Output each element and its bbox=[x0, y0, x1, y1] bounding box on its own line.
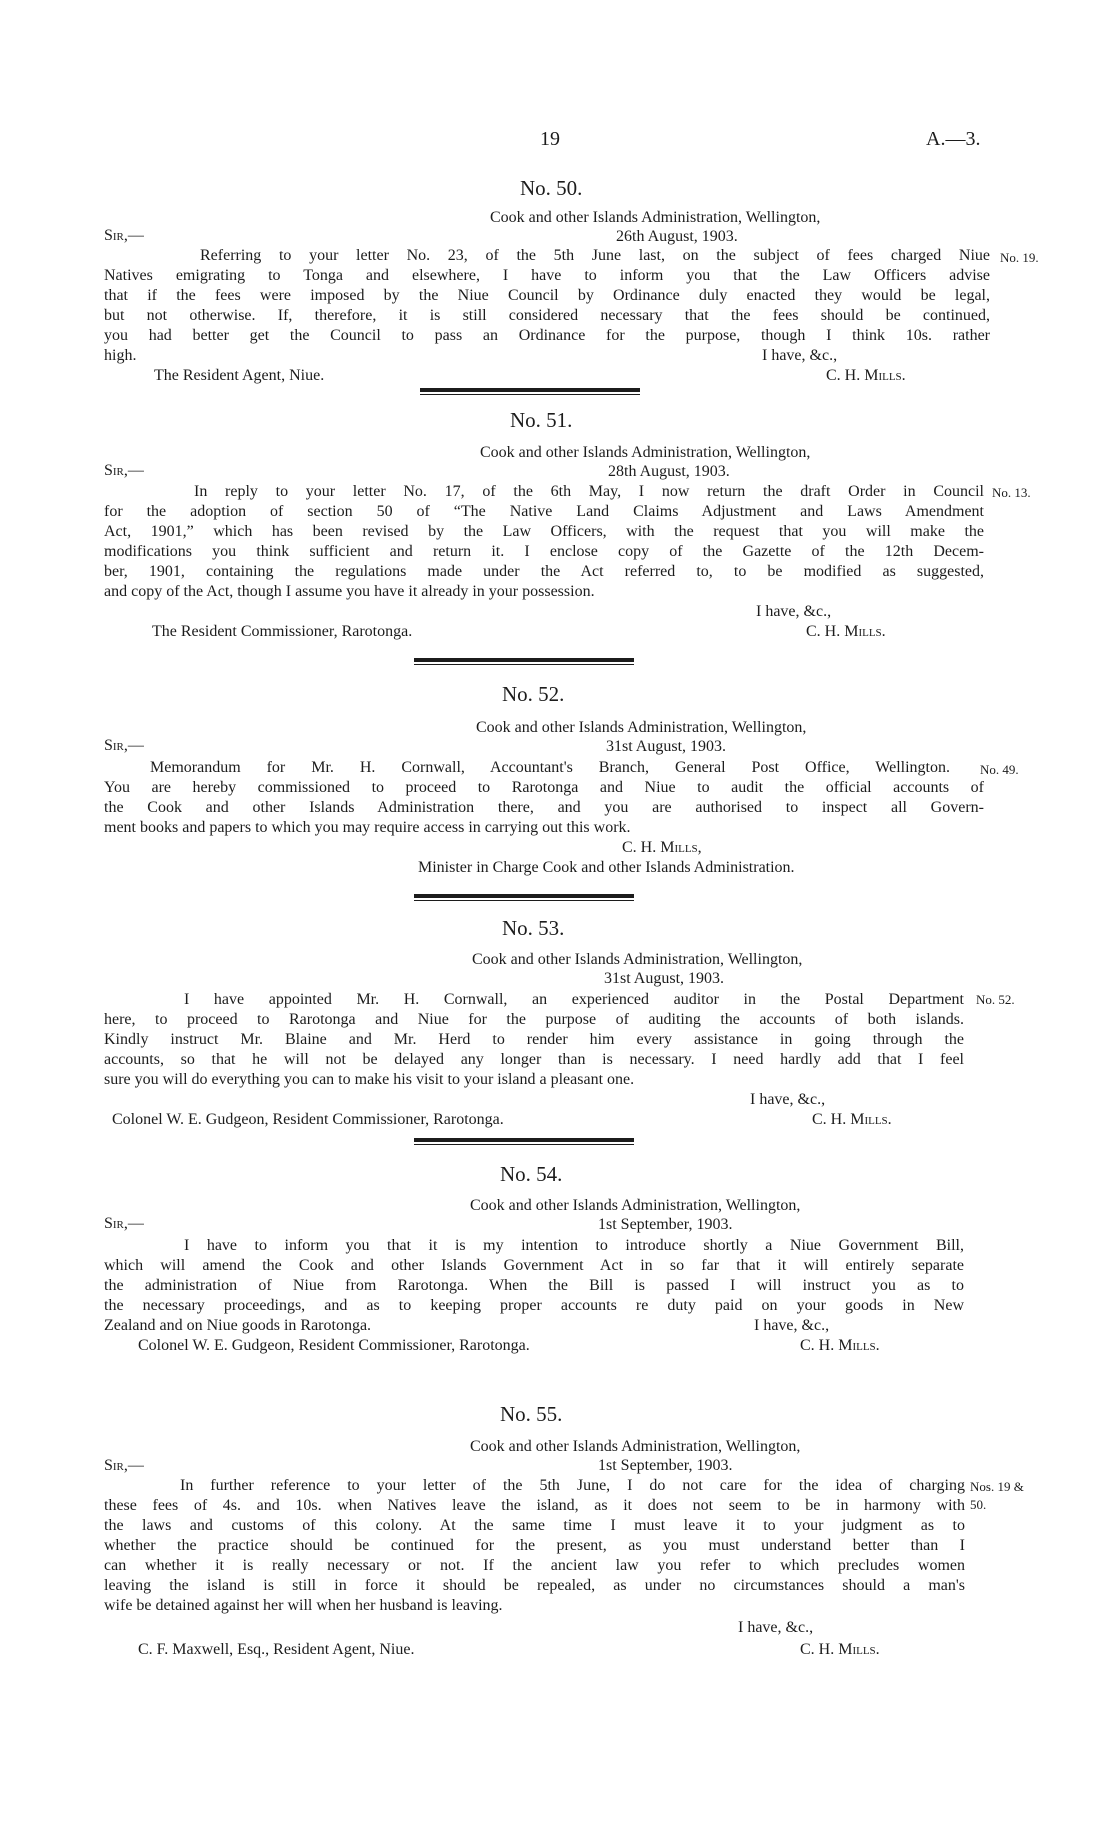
body-line: but not otherwise. If, therefore, it is still considered necessary that the fees should be continued, bbox=[104, 307, 990, 324]
section-divider bbox=[414, 1138, 634, 1142]
body-line: I have appointed Mr. H. Cornwall, an experienced auditor in the Postal Department bbox=[184, 991, 964, 1008]
page-number: 19 bbox=[540, 128, 560, 150]
body-line: ber, 1901, containing the regulations made under the Act referred to, to be modified as suggested, bbox=[104, 563, 984, 580]
addressee: The Resident Agent, Niue. bbox=[154, 367, 325, 384]
margin-reference: No. 13. bbox=[992, 485, 1031, 500]
body-line: ment books and papers to which you may require access in carrying out this work. bbox=[104, 819, 631, 836]
body-line: the Cook and other Islands Administration there, and you are authorised to inspect all Govern- bbox=[104, 799, 984, 816]
body-line: wife be detained against her will when her husband is leaving. bbox=[104, 1597, 503, 1614]
body-line: whether the practice should be continued for the present, as you must understand better than I bbox=[104, 1537, 965, 1554]
body-line: the administration of Niue from Rarotonga. When the Bill is passed I will instruct you as to bbox=[104, 1277, 964, 1294]
letter-date: 26th August, 1903. bbox=[616, 228, 738, 245]
salutation: Sir,— bbox=[104, 462, 144, 479]
body-line: You are hereby commissioned to proceed to Rarotonga and Niue to audit the official accounts of bbox=[104, 779, 984, 796]
margin-reference: Nos. 19 & bbox=[970, 1479, 1024, 1494]
body-line: here, to proceed to Rarotonga and Niue for the purpose of auditing the accounts of both islands. bbox=[104, 1011, 964, 1028]
body-line: the laws and customs of this colony. At the same time I must leave it to your judgment as to bbox=[104, 1517, 965, 1534]
body-line: that if the fees were imposed by the Niue Council by Ordinance duly enacted they would be legal, bbox=[104, 287, 990, 304]
letter-date: 1st September, 1903. bbox=[598, 1216, 733, 1233]
section-divider bbox=[414, 658, 634, 662]
body-line: I have to inform you that it is my intention to introduce shortly a Niue Government Bill, bbox=[184, 1237, 964, 1254]
body-line: modifications you think sufficient and return it. I enclose copy of the Gazette of the 12th Decem- bbox=[104, 543, 984, 560]
letter-date: 1st September, 1903. bbox=[598, 1457, 733, 1474]
letter-heading: No. 52. bbox=[502, 682, 565, 706]
margin-reference: No. 52. bbox=[976, 992, 1015, 1007]
salutation: Sir,— bbox=[104, 737, 144, 754]
letter-place: Cook and other Islands Administration, Wellington, bbox=[490, 209, 821, 226]
body-line: high. bbox=[104, 347, 137, 364]
closing: I have, &c., bbox=[756, 603, 832, 620]
letter-place: Cook and other Islands Administration, Wellington, bbox=[470, 1438, 801, 1455]
document-code: A.—3. bbox=[926, 128, 981, 150]
section-divider bbox=[420, 388, 640, 392]
section-divider bbox=[414, 894, 634, 898]
body-line: In reply to your letter No. 17, of the 6th May, I now return the draft Order in Council bbox=[194, 483, 984, 500]
body-line: you had better get the Council to pass an Ordinance for the purpose, though I think 10s. rather bbox=[104, 327, 990, 344]
letter-place: Cook and other Islands Administration, Wellington, bbox=[480, 444, 811, 461]
letter-date: 31st August, 1903. bbox=[604, 970, 725, 987]
addressee: Colonel W. E. Gudgeon, Resident Commissioner, Rarotonga. bbox=[138, 1337, 530, 1354]
letter-heading: No. 53. bbox=[502, 916, 565, 940]
body-line: Act, 1901,” which has been revised by the Law Officers, with the request that you will make the bbox=[104, 523, 984, 540]
body-line: accounts, so that he will not be delayed any longer than is necessary. I need hardly add that I feel bbox=[104, 1051, 964, 1068]
letter-place: Cook and other Islands Administration, Wellington, bbox=[472, 951, 803, 968]
body-line: Zealand and on Niue goods in Rarotonga. bbox=[104, 1317, 372, 1334]
margin-reference: No. 49. bbox=[980, 762, 1019, 777]
body-line: sure you will do everything you can to make his visit to your island a pleasant one. bbox=[104, 1071, 635, 1088]
letter-date: 31st August, 1903. bbox=[606, 738, 727, 755]
letter-heading: No. 50. bbox=[520, 176, 583, 200]
body-line: In further reference to your letter of the 5th June, I do not care for the idea of charging bbox=[180, 1477, 965, 1494]
signature: C. H. Mills. bbox=[812, 1111, 892, 1128]
closing: I have, &c., bbox=[750, 1091, 826, 1108]
addressee: The Resident Commissioner, Rarotonga. bbox=[152, 623, 413, 640]
closing: I have, &c., bbox=[762, 347, 838, 364]
signature: C. H. Mills, bbox=[622, 839, 702, 856]
closing: I have, &c., bbox=[754, 1317, 830, 1334]
signature: C. H. Mills. bbox=[800, 1337, 880, 1354]
signature: C. H. Mills. bbox=[826, 367, 906, 384]
body-line: Kindly instruct Mr. Blaine and Mr. Herd to render him every assistance in going through the bbox=[104, 1031, 964, 1048]
body-line: and copy of the Act, though I assume you have it already in your possession. bbox=[104, 583, 595, 600]
margin-reference: No. 19. bbox=[1000, 250, 1039, 265]
salutation: Sir,— bbox=[104, 227, 144, 244]
body-line: Natives emigrating to Tonga and elsewhere, I have to inform you that the Law Officers advise bbox=[104, 267, 990, 284]
letter-date: 28th August, 1903. bbox=[608, 463, 730, 480]
signature-title: Minister in Charge Cook and other Islands Administration. bbox=[418, 859, 795, 876]
body-line: these fees of 4s. and 10s. when Natives leave the island, as it does not seem to be in harmony with bbox=[104, 1497, 965, 1514]
closing: I have, &c., bbox=[738, 1619, 814, 1636]
body-line: Memorandum for Mr. H. Cornwall, Accountant's Branch, General Post Office, Wellington. bbox=[150, 759, 950, 776]
signature: C. H. Mills. bbox=[806, 623, 886, 640]
letter-heading: No. 55. bbox=[500, 1402, 563, 1426]
body-line: the necessary proceedings, and as to keeping proper accounts re duty paid on your goods in New bbox=[104, 1297, 964, 1314]
salutation: Sir,— bbox=[104, 1215, 144, 1232]
body-line: which will amend the Cook and other Islands Government Act in so far that it will entirely separate bbox=[104, 1257, 964, 1274]
body-line: leaving the island is still in force it should be repealed, as under no circumstances should a man's bbox=[104, 1577, 965, 1594]
signature: C. H. Mills. bbox=[800, 1641, 880, 1658]
salutation: Sir,— bbox=[104, 1457, 144, 1474]
addressee: C. F. Maxwell, Esq., Resident Agent, Niue. bbox=[138, 1641, 415, 1658]
letter-place: Cook and other Islands Administration, Wellington, bbox=[476, 719, 807, 736]
letter-place: Cook and other Islands Administration, Wellington, bbox=[470, 1197, 801, 1214]
letter-heading: No. 54. bbox=[500, 1162, 563, 1186]
letter-heading: No. 51. bbox=[510, 408, 573, 432]
body-line: can whether it is really necessary or not. If the ancient law you refer to which precludes women bbox=[104, 1557, 965, 1574]
addressee: Colonel W. E. Gudgeon, Resident Commissioner, Rarotonga. bbox=[112, 1111, 504, 1128]
margin-reference: 50. bbox=[970, 1497, 987, 1512]
body-line: for the adoption of section 50 of “The Native Land Claims Adjustment and Laws Amendment bbox=[104, 503, 984, 520]
body-line: Referring to your letter No. 23, of the 5th June last, on the subject of fees charged Niue bbox=[200, 247, 990, 264]
